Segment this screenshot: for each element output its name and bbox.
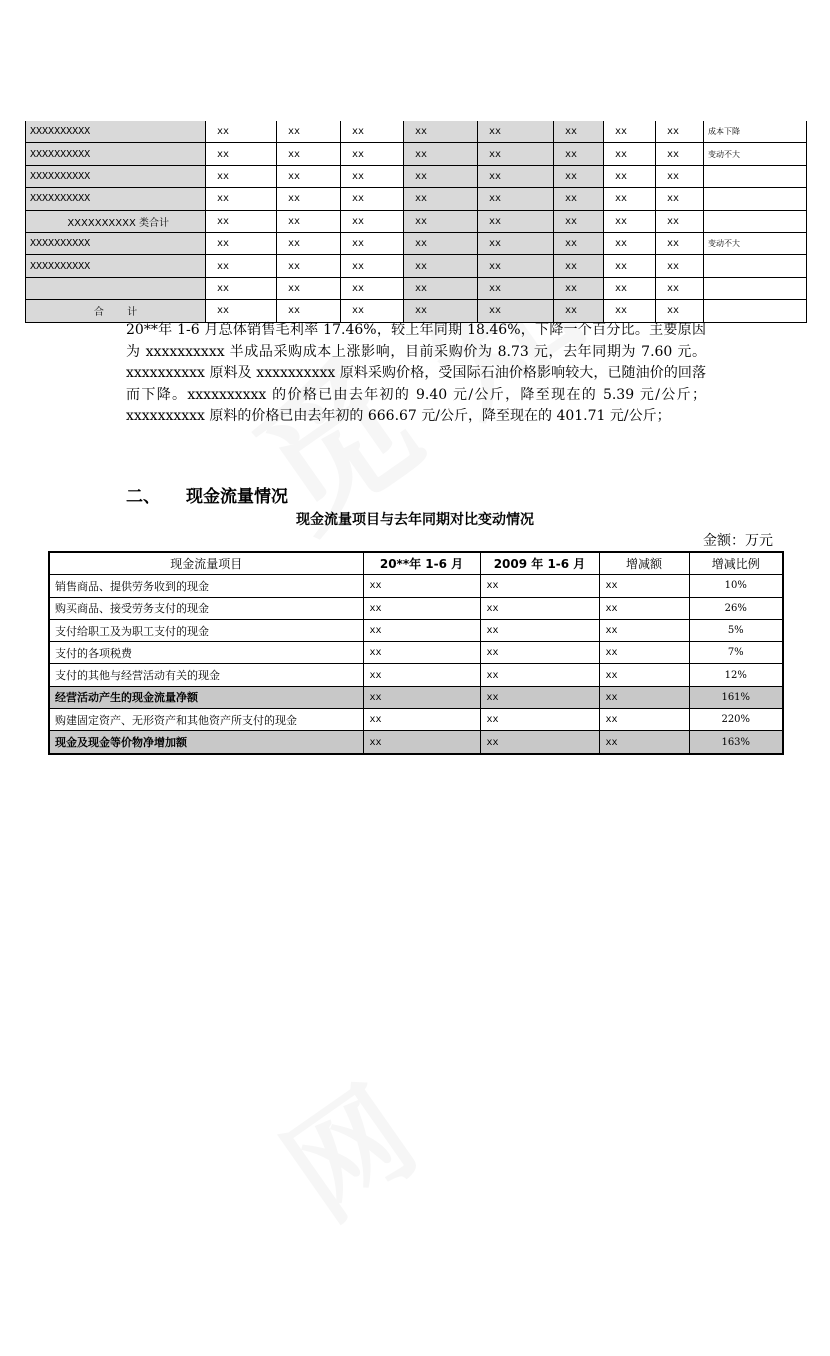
cell-ratio: 220% (689, 709, 783, 731)
cell-item: 购买商品、接受劳务支付的现金 (49, 597, 363, 619)
header-current: 20**年 1-6 月 (363, 552, 480, 575)
table-row (26, 232, 807, 254)
value-cell: xx (554, 188, 604, 210)
value-cell: xx (341, 165, 404, 187)
cell-item: 支付给职工及为职工支付的现金 (49, 619, 363, 641)
note-cell: 变动不大 (704, 143, 807, 165)
table-row (49, 709, 783, 731)
value-cell: xx (554, 143, 604, 165)
row-label: XXXXXXXXXX (26, 121, 206, 143)
cell-previous: xx (480, 731, 599, 754)
cell-previous: xx (480, 709, 599, 731)
value-cell: xx (604, 143, 656, 165)
value-cell: xx (404, 165, 478, 187)
sales-table (25, 121, 807, 323)
value-cell: xx (206, 300, 277, 322)
header-ratio: 增减比例 (689, 552, 783, 575)
row-label: XXXXXXXXXX (26, 143, 206, 165)
note-cell (704, 277, 807, 299)
table-row (49, 642, 783, 664)
value-cell: xx (206, 255, 277, 277)
value-cell: xx (404, 300, 478, 322)
value-cell: xx (478, 232, 554, 254)
value-cell: xx (277, 188, 341, 210)
value-cell: xx (478, 188, 554, 210)
cell-change: xx (599, 686, 689, 708)
value-cell: xx (341, 121, 404, 143)
value-cell: xx (604, 188, 656, 210)
note-cell (704, 188, 807, 210)
value-cell: xx (206, 210, 277, 232)
value-cell: xx (656, 277, 704, 299)
cell-change: xx (599, 642, 689, 664)
value-cell: xx (341, 255, 404, 277)
cell-ratio: 12% (689, 664, 783, 686)
note-cell: 成本下降 (704, 121, 807, 143)
value-cell: xx (341, 210, 404, 232)
cell-change: xx (599, 619, 689, 641)
table-header-row (49, 552, 783, 575)
value-cell: xx (206, 165, 277, 187)
section-number: 二、 (126, 487, 160, 507)
value-cell: xx (478, 165, 554, 187)
cell-ratio: 10% (689, 575, 783, 597)
cell-previous: xx (480, 664, 599, 686)
cell-item: 经营活动产生的现金流量净额 (49, 686, 363, 708)
cell-current: xx (363, 642, 480, 664)
note-cell (704, 255, 807, 277)
value-cell: xx (604, 121, 656, 143)
header-item: 现金流量项目 (49, 552, 363, 575)
value-cell: xx (478, 210, 554, 232)
cell-change: xx (599, 731, 689, 754)
value-cell: xx (404, 210, 478, 232)
value-cell: xx (206, 277, 277, 299)
value-cell: xx (206, 232, 277, 254)
cell-previous: xx (480, 619, 599, 641)
cell-previous: xx (480, 597, 599, 619)
note-cell (704, 300, 807, 322)
value-cell: xx (604, 232, 656, 254)
cell-item: 支付的其他与经营活动有关的现金 (49, 664, 363, 686)
value-cell: xx (404, 188, 478, 210)
value-cell: xx (206, 121, 277, 143)
row-label: XXXXXXXXXX (26, 232, 206, 254)
value-cell: xx (277, 121, 341, 143)
header-change: 增减额 (599, 552, 689, 575)
value-cell: xx (656, 210, 704, 232)
cell-current: xx (363, 709, 480, 731)
cell-ratio: 26% (689, 597, 783, 619)
table-row (26, 143, 807, 165)
value-cell: xx (554, 277, 604, 299)
value-cell: xx (277, 300, 341, 322)
table-row (26, 165, 807, 187)
value-cell: xx (478, 255, 554, 277)
table-row (26, 300, 807, 322)
table-row (49, 731, 783, 754)
note-cell: 变动不大 (704, 232, 807, 254)
value-cell: xx (554, 300, 604, 322)
value-cell: xx (404, 121, 478, 143)
cell-current: xx (363, 664, 480, 686)
cashflow-table (48, 551, 784, 755)
cell-ratio: 5% (689, 619, 783, 641)
row-label: XXXXXXXXXX (26, 188, 206, 210)
row-label: XXXXXXXXXX 类合计 (26, 210, 206, 232)
value-cell: xx (656, 121, 704, 143)
row-label (26, 277, 206, 299)
table-row (49, 597, 783, 619)
value-cell: xx (656, 232, 704, 254)
value-cell: xx (656, 255, 704, 277)
section-heading (126, 482, 288, 507)
unit-label: 金额：万元 (703, 533, 773, 549)
value-cell: xx (478, 300, 554, 322)
cell-current: xx (363, 619, 480, 641)
cell-current: xx (363, 731, 480, 754)
cell-current: xx (363, 575, 480, 597)
table-row (26, 210, 807, 232)
value-cell: xx (277, 210, 341, 232)
table-row (49, 664, 783, 686)
cell-current: xx (363, 597, 480, 619)
value-cell: xx (604, 300, 656, 322)
cell-item: 现金及现金等价物净增加额 (49, 731, 363, 754)
cell-ratio: 161% (689, 686, 783, 708)
value-cell: xx (478, 121, 554, 143)
value-cell: xx (478, 143, 554, 165)
cell-current: xx (363, 686, 480, 708)
cell-ratio: 163% (689, 731, 783, 754)
cell-item: 支付的各项税费 (49, 642, 363, 664)
analysis-paragraph: 20**年 1-6 月总体销售毛利率 17.46%，较上年同期 18.46%，下降一个百分比。主要原因为 xxxxxxxxxx 半成品采购成本上涨影响，目前采购价为 8.73 元，去年同期为 7.60 元。xxxxxxxxxx 原料及 xxxxxxxxxx 原料采购价格，受国际石油价格影响较大，已随油价的回落而下降。xxxxxxxxxx 的价格已由去年初的 9.40 元/公斤，降至现在的 5.39 元/公斤；xxxxxxxxxx 原料的价格已由去年初的 666.67 元/公斤，降至现在的 401.71 元/公斤； (126, 322, 706, 425)
cell-change: xx (599, 664, 689, 686)
value-cell: xx (277, 255, 341, 277)
value-cell: xx (341, 277, 404, 299)
value-cell: xx (604, 277, 656, 299)
note-cell (704, 210, 807, 232)
cell-item: 销售商品、提供劳务收到的现金 (49, 575, 363, 597)
cell-change: xx (599, 709, 689, 731)
value-cell: xx (656, 300, 704, 322)
value-cell: xx (277, 143, 341, 165)
header-previous: 2009 年 1-6 月 (480, 552, 599, 575)
value-cell: xx (554, 232, 604, 254)
value-cell: xx (554, 121, 604, 143)
cell-previous: xx (480, 575, 599, 597)
value-cell: xx (277, 277, 341, 299)
table-row (26, 121, 807, 143)
value-cell: xx (554, 165, 604, 187)
table-row (49, 686, 783, 708)
cell-change: xx (599, 575, 689, 597)
value-cell: xx (404, 143, 478, 165)
section-title: 现金流量情况 (186, 487, 288, 507)
table-row (26, 277, 807, 299)
cell-change: xx (599, 597, 689, 619)
value-cell: xx (404, 277, 478, 299)
table-row (26, 255, 807, 277)
value-cell: xx (277, 165, 341, 187)
value-cell: xx (656, 165, 704, 187)
cell-ratio: 7% (689, 642, 783, 664)
value-cell: xx (341, 300, 404, 322)
value-cell: xx (341, 143, 404, 165)
cell-item: 购建固定资产、无形资产和其他资产所支付的现金 (49, 709, 363, 731)
value-cell: xx (206, 143, 277, 165)
table-row (26, 188, 807, 210)
row-label: 合 计 (26, 300, 206, 322)
note-cell (704, 165, 807, 187)
row-label: XXXXXXXXXX (26, 165, 206, 187)
cell-previous: xx (480, 686, 599, 708)
value-cell: xx (554, 210, 604, 232)
table-caption: 现金流量项目与去年同期对比变动情况 (296, 512, 534, 528)
value-cell: xx (341, 232, 404, 254)
value-cell: xx (656, 188, 704, 210)
value-cell: xx (604, 255, 656, 277)
row-label: XXXXXXXXXX (26, 255, 206, 277)
watermark (247, 904, 714, 1356)
value-cell: xx (656, 143, 704, 165)
value-cell: xx (404, 255, 478, 277)
value-cell: xx (404, 232, 478, 254)
value-cell: xx (478, 277, 554, 299)
value-cell: xx (554, 255, 604, 277)
value-cell: xx (341, 188, 404, 210)
table-row (49, 575, 783, 597)
value-cell: xx (604, 165, 656, 187)
value-cell: xx (604, 210, 656, 232)
value-cell: xx (277, 232, 341, 254)
cell-previous: xx (480, 642, 599, 664)
table-row (49, 619, 783, 641)
value-cell: xx (206, 188, 277, 210)
